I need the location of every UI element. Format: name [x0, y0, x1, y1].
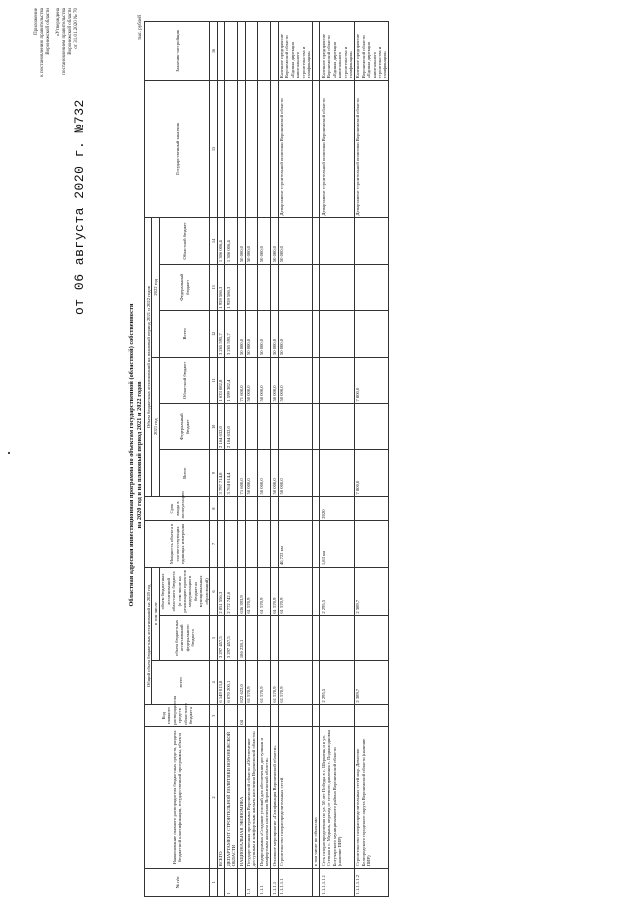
table-cell-c12 — [320, 311, 354, 357]
table-cell-c11: 1 599 382,4 — [225, 357, 238, 403]
table-cell-c13 — [278, 264, 312, 310]
header-line: от 31.01.2020 № 70 — [74, 8, 80, 49]
table-cell-c13 — [320, 264, 354, 310]
table-cell-c14: 50 000,0 — [278, 218, 312, 264]
table-cell-n: 1.1.1.1.1.1 — [320, 868, 354, 896]
table-cell-c15 — [217, 80, 224, 217]
table-cell-c12: 50 000,0 — [271, 311, 278, 357]
table-cell-c8 — [278, 496, 312, 520]
table-cell-c15: Департамент строительной политики Воронежской области — [320, 80, 354, 217]
table-cell-code — [217, 705, 224, 727]
table-cell-c14: 50 000,0 — [238, 218, 245, 264]
table-cell-n — [312, 868, 319, 896]
table-cell-c7 — [245, 521, 258, 567]
table-cell-c16 — [225, 22, 238, 81]
table-cell-c15 — [258, 80, 271, 217]
table-cell-c10 — [245, 404, 258, 450]
table-cell-c15: Департамент строительной политики Воронежской области — [278, 80, 312, 217]
title-line: Областная адресная инвестиционная программа по объектам государственной (областной) собственности — [128, 303, 135, 607]
table-body — [217, 22, 388, 897]
table-cell-c13 — [238, 264, 245, 310]
table-cell-c14: 50 000,0 — [245, 218, 258, 264]
table-cell-c5 — [245, 616, 258, 660]
col-incl: в том числе — [152, 567, 159, 660]
col-2021-reg: Областной бюджет — [159, 357, 210, 403]
table-cell-c7 — [217, 521, 224, 567]
table-cell-name: ВСЕГО — [217, 727, 224, 868]
table-cell-code — [354, 705, 388, 727]
table-cell-c8 — [238, 496, 245, 520]
table-cell-c4: 2 389,7 — [354, 660, 388, 704]
table-row — [238, 22, 245, 897]
table-cell-c16 — [217, 22, 224, 81]
header-line: постановлением правительства — [61, 8, 67, 75]
column-number: 15 — [210, 80, 217, 217]
table-cell-c15 — [312, 80, 319, 217]
table-cell-c7 — [225, 521, 238, 567]
table-cell-code — [225, 705, 238, 727]
table-cell-code — [320, 705, 354, 727]
scan-dot — [8, 452, 10, 454]
table-cell-code — [271, 705, 278, 727]
table-cell-c16 — [271, 22, 278, 81]
table-cell-name: в том числе по объектам: — [312, 727, 319, 868]
column-number: 9 — [210, 450, 217, 496]
table-cell-c9: 50 000,0 — [245, 450, 258, 496]
table-row — [278, 22, 312, 897]
table-cell-c11: 50 000,0 — [278, 357, 312, 403]
table-cell-c10 — [312, 404, 319, 450]
table-cell-c8 — [271, 496, 278, 520]
table-cell-c14 — [312, 218, 319, 264]
table-cell-c10 — [238, 404, 245, 450]
table-row — [320, 22, 354, 897]
table-row — [258, 22, 271, 897]
table-cell-c16: Казенное предприятие Воронежской области «Единая дирекция капитального строительства и газификации» — [354, 22, 388, 81]
table-cell-code — [245, 705, 258, 727]
table-cell-c6: 2 772 742,6 — [225, 567, 238, 616]
table-cell-c16 — [238, 22, 245, 81]
table-cell-c14 — [320, 218, 354, 264]
table-row — [312, 22, 319, 897]
table-cell-n: 1.1.1.1.1 — [278, 868, 312, 896]
table-cell-n: 1.1.1.1 — [271, 868, 278, 896]
table-cell-c9: 3 764 014,4 — [225, 450, 238, 496]
title-line: на 2020 год и на плановый период 2021 и 2022 годов — [136, 381, 143, 529]
table-cell-c6: 61 570,9 — [245, 567, 258, 616]
header-appendix: Приложение — [34, 8, 39, 35]
table-cell-n: 1.1.1.1.1.2 — [354, 868, 388, 896]
table-cell-c14: 50 000,0 — [258, 218, 271, 264]
table-cell-c8 — [225, 496, 238, 520]
table-cell-code — [258, 705, 271, 727]
table-cell-c4: 61 570,9 — [271, 660, 278, 704]
col-fed: объем бюджетных ассигнований федерального бюджета — [159, 616, 210, 660]
table-cell-c13: 1 959 586,3 — [225, 264, 238, 310]
table-row — [271, 22, 278, 897]
table-cell-c12 — [354, 311, 388, 357]
column-number: 13 — [210, 264, 217, 310]
col-term: Срок ввода в эксплуатацию — [145, 496, 210, 520]
table-cell-c14: 50 000,0 — [271, 218, 278, 264]
table-cell-c6: 61 570,9 — [258, 567, 271, 616]
table-cell-c10 — [278, 404, 312, 450]
table-row — [225, 22, 238, 897]
col-2022-fed: Федеральный бюджет — [159, 264, 210, 310]
col-reg: объем бюджетных ассигнований областного бюджета (в том числе на реализацию проектов модернизации в бюджетах муниципальных образований) — [159, 567, 210, 616]
table-cell-c5 — [258, 616, 271, 660]
col-2021: 2021 год — [152, 357, 159, 496]
column-number-row — [210, 22, 217, 897]
col-code: Код главного распорядителя средств областного бюджета — [145, 705, 210, 727]
table-cell-c8 — [354, 496, 388, 520]
table-cell-c12: 50 000,0 — [245, 311, 258, 357]
column-number: 5 — [210, 616, 217, 660]
date-number-stamp: от 06 августа 2020 г. №732 — [72, 99, 87, 315]
table-cell-c13 — [354, 264, 388, 310]
table-cell-c11: 7 800,0 — [354, 357, 388, 403]
table-cell-c7: 40,722 км — [278, 521, 312, 567]
col-2021-all: Всего — [159, 450, 210, 496]
table-cell-c4 — [312, 660, 319, 704]
table-cell-c13: 1 959 586,3 — [217, 264, 224, 310]
table-cell-c11: 50 000,0 — [258, 357, 271, 403]
table-cell-c14: 1 306 006,4 — [225, 218, 238, 264]
table-cell-c10: 2 164 632,0 — [225, 404, 238, 450]
table-cell-c7 — [354, 521, 388, 567]
table-cell-c14: 1 306 006,4 — [217, 218, 224, 264]
table-cell-c7: 1,83 км — [320, 521, 354, 567]
table-cell-code: 04 — [238, 705, 245, 727]
table-cell-c4: 6 070 200,1 — [225, 660, 238, 704]
table-cell-name: Строительство газораспределительных сетей мкр. Девятово Белгородского городского округа Воронежской области (наличие ПИР) — [354, 727, 388, 868]
col-2022-all: Всего — [159, 311, 210, 357]
table-cell-n: 1.1 — [245, 868, 258, 896]
table-cell-c7 — [258, 521, 271, 567]
table-cell-c16: Казенное предприятие Воронежской области «Единая дирекция капитального строительства и газификации» — [320, 22, 354, 81]
table-cell-c4: 6 149 013,8 — [217, 660, 224, 704]
table-cell-c11: 71 600,0 — [238, 357, 245, 403]
col-num: № п/п — [145, 868, 210, 896]
table-cell-c5 — [278, 616, 312, 660]
investment-table — [144, 21, 389, 897]
col-customer: Государственный заказчик — [145, 80, 210, 217]
table-cell-n: 1.1.1 — [258, 868, 271, 896]
table-cell-c10 — [271, 404, 278, 450]
table-cell-c6: 636 393,9 — [238, 567, 245, 616]
table-cell-n — [217, 868, 224, 896]
table-cell-c11: 50 000,0 — [245, 357, 258, 403]
table-cell-c13 — [312, 264, 319, 310]
table-cell-c5: 3 297 457,5 — [217, 616, 224, 660]
table-cell-c16: Казенное предприятие Воронежской области «Единая дирекция капитального строительства и газификации» — [278, 22, 312, 81]
table-cell-c15 — [238, 80, 245, 217]
document-title — [128, 115, 144, 795]
table-cell-c11 — [312, 357, 319, 403]
table-cell-c10 — [258, 404, 271, 450]
table-cell-c5 — [271, 616, 278, 660]
table-cell-c4: 822 622,0 — [238, 660, 245, 704]
table-cell-c5 — [312, 616, 319, 660]
column-number: 12 — [210, 311, 217, 357]
table-cell-c5 — [354, 616, 388, 660]
table-cell-c15 — [225, 80, 238, 217]
table-cell-c6: 61 570,9 — [271, 567, 278, 616]
table-cell-c9: 3 797 714,8 — [217, 450, 224, 496]
column-number: 3 — [210, 705, 217, 727]
table-cell-c6: 2 389,7 — [354, 567, 388, 616]
col-plan: Объем бюджетных ассигнований на плановый период 2021 и 2022 годов — [145, 218, 152, 497]
column-number: 4 — [210, 660, 217, 704]
col-name: Наименование главного распорядителя бюджетных средств, раздела бюджетной классификации, государственной программы, объекта — [145, 727, 210, 868]
table-cell-c7 — [238, 521, 245, 567]
col-2022-reg: Областной бюджет — [159, 218, 210, 264]
table-cell-c10: 2 164 632,0 — [217, 404, 224, 450]
table-cell-c9: 7 800,0 — [354, 450, 388, 496]
table-cell-c12: 3 265 595,7 — [217, 311, 224, 357]
table-cell-name: ДЕПАРТАМЕНТ СТРОИТЕЛЬНОЙ ПОЛИТИКИ ВОРОНЕЖСКОЙ ОБЛАСТИ — [225, 727, 238, 868]
header-line: Воронежской области — [46, 8, 52, 55]
table-cell-c12: 50 000,0 — [238, 311, 245, 357]
table-cell-c12 — [312, 311, 319, 357]
table-cell-c8 — [217, 496, 224, 520]
table-cell-code — [278, 705, 312, 727]
column-number: 16 — [210, 22, 217, 81]
table-cell-name: Сеть газораспределения по ул. 50 лет Победы в с. Шершень и в ул. Степная в с. Медынь, переход от сетевого давления с. Подколодновка Богучарского муниципального района Воронежской области (наличие ПИР) — [320, 727, 354, 868]
table-cell-c12: 50 000,0 — [278, 311, 312, 357]
table-cell-c12: 3 265 595,7 — [225, 311, 238, 357]
col-capacity: Мощность объекта в соответствующих единицах измерения — [145, 521, 210, 567]
column-number: 11 — [210, 357, 217, 403]
column-number: 10 — [210, 404, 217, 450]
header-approved: «Утверждена — [55, 8, 61, 37]
table-cell-code — [312, 705, 319, 727]
col-2021-fed: Федеральный бюджет — [159, 404, 210, 450]
table-cell-c8: 2020 — [320, 496, 354, 520]
units-label: тыс. рублей — [138, 15, 143, 40]
table-cell-c14 — [354, 218, 388, 264]
table-cell-c5: 186 228,1 — [238, 616, 245, 660]
table-cell-c16 — [312, 22, 319, 81]
table-cell-c4: 2 295,5 — [320, 660, 354, 704]
table-cell-c16 — [245, 22, 258, 81]
table-cell-n: 1 — [225, 868, 238, 896]
col-total: всего — [152, 660, 210, 704]
table-cell-c15 — [245, 80, 258, 217]
table-cell-c7 — [271, 521, 278, 567]
table-cell-c9: 50 000,0 — [271, 450, 278, 496]
table-cell-n — [238, 868, 245, 896]
table-cell-c12: 50 000,0 — [258, 311, 271, 357]
table-cell-c6 — [312, 567, 319, 616]
table-cell-name: Государственная программа Воронежской области «Обеспечение доступным и комфортным жильем населения Воронежской области» — [245, 727, 258, 868]
column-number: 8 — [210, 496, 217, 520]
table-cell-c6: 2 295,5 — [320, 567, 354, 616]
table-cell-c6: 2 851 556,3 — [217, 567, 224, 616]
column-number: 6 — [210, 567, 217, 616]
table-cell-c5: 3 297 457,5 — [225, 616, 238, 660]
col-2020-total: Общий объем бюджетных ассигнований на 2020 год — [145, 567, 152, 704]
table-cell-name: Основное мероприятие «Газификация Воронежской области» — [271, 727, 278, 868]
table-cell-c6: 61 570,9 — [278, 567, 312, 616]
table-cell-c4: 61 570,9 — [245, 660, 258, 704]
table-cell-c15 — [271, 80, 278, 217]
table-cell-c7 — [312, 521, 319, 567]
column-number: 7 — [210, 521, 217, 567]
header-line: к постановлению правительства — [40, 8, 46, 77]
table-cell-name: НАЦИОНАЛЬНАЯ ЭКОНОМИКА — [238, 727, 245, 868]
table-cell-c11: 1 633 082,8 — [217, 357, 224, 403]
table-cell-c10 — [320, 404, 354, 450]
table-row — [245, 22, 258, 897]
table-cell-c13 — [245, 264, 258, 310]
table-cell-c8 — [258, 496, 271, 520]
table-cell-c4: 61 570,9 — [258, 660, 271, 704]
table-cell-c8 — [312, 496, 319, 520]
table-cell-c11: 50 000,0 — [271, 357, 278, 403]
table-cell-c11 — [320, 357, 354, 403]
table-row — [354, 22, 388, 897]
col-developer: Заказчик-застройщик — [145, 22, 210, 81]
column-number: 14 — [210, 218, 217, 264]
table-cell-c16 — [258, 22, 271, 81]
table-cell-c4: 61 570,9 — [278, 660, 312, 704]
table-cell-c8 — [245, 496, 258, 520]
header-line: Воронежской области — [68, 8, 74, 55]
table-cell-c15: Департамент строительной политики Воронежской области — [354, 80, 388, 217]
table-cell-c9: 71 600,0 — [238, 450, 245, 496]
table-cell-name: Строительство газораспределительных сетей — [278, 727, 312, 868]
column-number: 2 — [210, 727, 217, 868]
table-cell-c9: 50 000,0 — [258, 450, 271, 496]
table-cell-c13 — [258, 264, 271, 310]
table-row — [217, 22, 224, 897]
table-cell-c5 — [320, 616, 354, 660]
table-cell-c9: 50 000,0 — [278, 450, 312, 496]
column-number: 1 — [210, 868, 217, 896]
table-cell-c13 — [271, 264, 278, 310]
col-2022: 2022 год — [152, 218, 159, 357]
table-cell-c9 — [320, 450, 354, 496]
table-cell-c10 — [354, 404, 388, 450]
table-cell-name: Подпрограмма «Создание условий для обеспечения доступным и комфортным жильем населения Воронежской области» — [258, 727, 271, 868]
table-cell-c9 — [312, 450, 319, 496]
